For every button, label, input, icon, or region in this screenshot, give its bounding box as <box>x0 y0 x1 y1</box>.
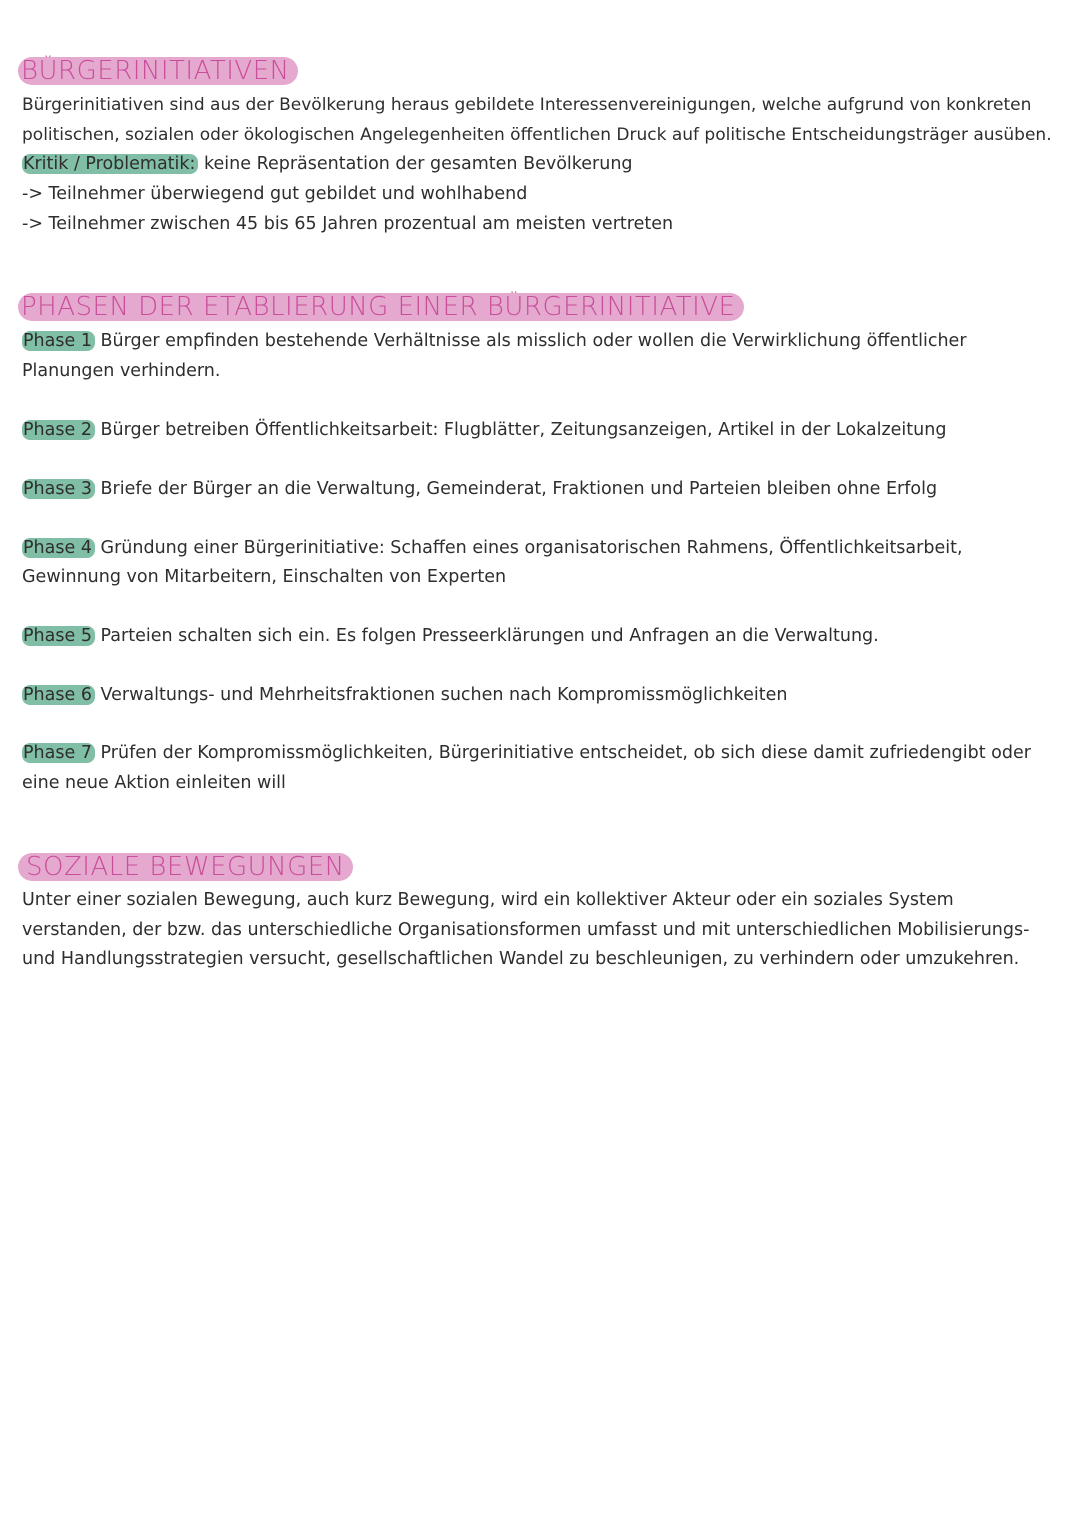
phase-4-line-1 <box>22 533 963 563</box>
phase-1-label: Phase 1 <box>22 331 95 351</box>
phase-6-line-1 <box>22 680 787 710</box>
phase-4-line-2: Gewinnung von Mitarbeitern, Einschalten von Experten <box>22 567 507 587</box>
phase-2-label: Phase 2 <box>22 420 95 440</box>
phase-5-line-1 <box>22 621 879 651</box>
phase-2-line-1 <box>22 415 946 445</box>
phase-7-line-2: eine neue Aktion einleiten will <box>22 773 286 793</box>
bullet-line-1: -> Teilnehmer überwiegend gut gebildet und wohlhabend <box>22 184 528 204</box>
phase-4-label: Phase 4 <box>22 538 95 558</box>
phase-7-text: Prüfen der Kompromissmöglichkeiten, Bürgerinitiative entscheidet, ob sich diese damit zufriedengibt oder <box>100 743 1031 763</box>
section-heading-phasen: PHASEN DER ETABLIERUNG EINER BÜRGERINITIATIVE <box>18 293 744 321</box>
section-heading-buergerinitiativen: BÜRGERINITIATIVEN <box>18 57 298 85</box>
critique-line <box>22 149 633 179</box>
section-heading-soziale-bewegungen: SOZIALE BEWEGUNGEN <box>18 853 353 881</box>
social-movement-line-3: und Handlungsstrategien versucht, gesellschaftlichen Wandel zu beschleunigen, zu verhindern oder umzukehren. <box>22 949 1020 969</box>
phase-2-text: Bürger betreiben Öffentlichkeitsarbeit: Flugblätter, Zeitungsanzeigen, Artikel in der Lokalzeitung <box>100 420 947 440</box>
critique-label: Kritik / Problematik: <box>22 154 198 174</box>
critique-text: keine Repräsentation der gesamten Bevölkerung <box>204 154 633 174</box>
phase-3-text: Briefe der Bürger an die Verwaltung, Gemeinderat, Fraktionen und Parteien bleiben ohne Erfolg <box>100 479 938 499</box>
phase-6-label: Phase 6 <box>22 685 95 705</box>
social-movement-line-2: verstanden, der bzw. das unterschiedliche Organisationsformen umfasst und mit unterschiedlichen Mobilisierungs- <box>22 920 1030 940</box>
phase-7-label: Phase 7 <box>22 743 95 763</box>
social-movement-line-1: Unter einer sozialen Bewegung, auch kurz Bewegung, wird ein kollektiver Akteur oder ein soziales System <box>22 890 954 910</box>
phase-5-text: Parteien schalten sich ein. Es folgen Presseerklärungen und Anfragen an die Verwaltung. <box>100 626 879 646</box>
bullet-line-2: -> Teilnehmer zwischen 45 bis 65 Jahren prozentual am meisten vertreten <box>22 214 674 234</box>
definition-line-1: Bürgerinitiativen sind aus der Bevölkerung heraus gebildete Interessenvereinigungen, welche aufgrund von konkreten <box>22 95 1032 115</box>
phase-1-text: Bürger empfinden bestehende Verhältnisse als misslich oder wollen die Verwirklichung öffentlicher <box>100 331 967 351</box>
definition-line-2: politischen, sozialen oder ökologischen Angelegenheiten öffentlichen Druck auf politische Entscheidungsträger ausüben. <box>22 125 1052 145</box>
phase-1-line-1 <box>22 326 967 356</box>
phase-6-text: Verwaltungs- und Mehrheitsfraktionen suchen nach Kompromissmöglichkeiten <box>100 685 788 705</box>
phase-3-line-1 <box>22 474 937 504</box>
phase-4-text: Gründung einer Bürgerinitiative: Schaffen eines organisatorischen Rahmens, Öffentlichkeitsarbeit, <box>100 538 963 558</box>
phase-3-label: Phase 3 <box>22 479 95 499</box>
phase-1-line-2: Planungen verhindern. <box>22 361 221 381</box>
phase-7-line-1 <box>22 738 1031 768</box>
phase-5-label: Phase 5 <box>22 626 95 646</box>
